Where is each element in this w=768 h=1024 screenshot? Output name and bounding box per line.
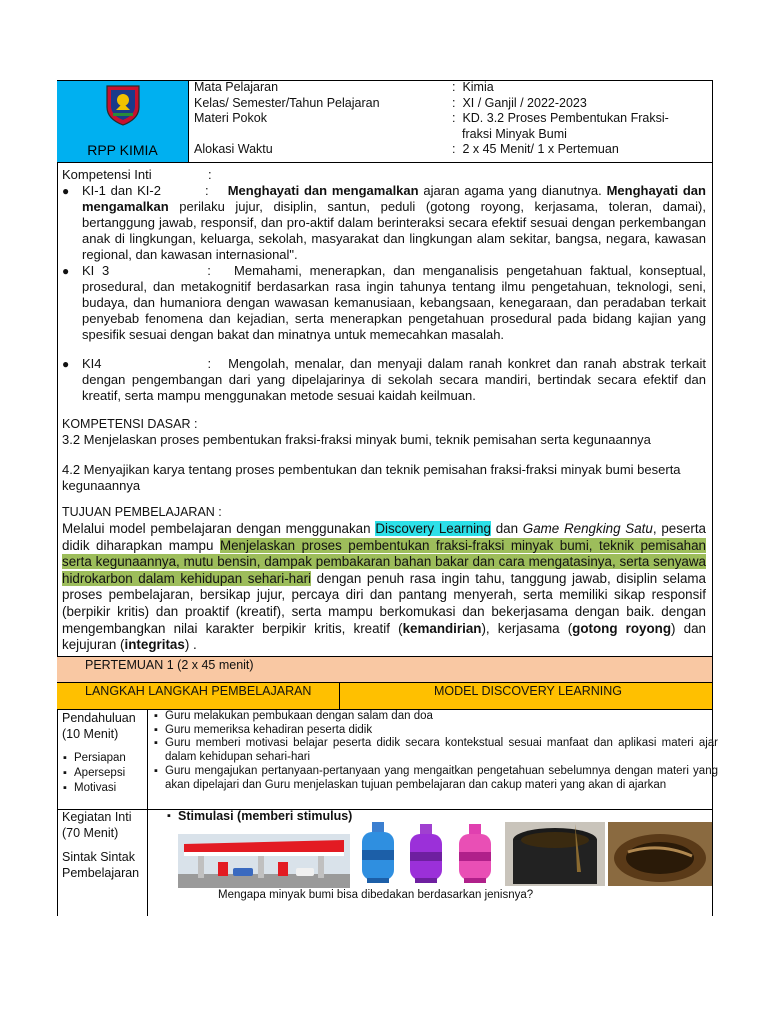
pendahuluan-sub-apersepsi: ▪ Apersepsi	[74, 766, 146, 780]
ki-3: ● KI 3 : Memahami, menerapkan, dan menganalisis pengetahuan faktual, konseptual, prosedural, dan metakognitif berdasarkan rasa ingin tahunya tentang ilmu pengetahuan, teknologi, seni, budaya, dan humaniora dengan wawasan kemanusiaan, kebangsaan, kenegaraan, dan peradaban terkait penyebab fenomena dan kejadian, serta menerapkan pengetahuan prosedural pada bidang kajian yang spesifik sesuai dengan bakat dan minatnya untuk memecahkan masalah.	[62, 263, 706, 342]
rpp-label: RPP KIMIA	[87, 142, 158, 158]
header-value-topic: KD. 3.2 Proses Pembentukan Fraksi-	[462, 111, 669, 125]
pendahuluan-sub-motivasi: ▪ Motivasi	[74, 781, 146, 795]
header-value-subject: Kimia	[462, 80, 494, 94]
rpp-label-cell	[57, 139, 188, 162]
inti-label: Kegiatan Inti (70 Menit) Sintak Sintak Pembelajaran	[62, 810, 140, 880]
gas-station-image	[178, 834, 350, 888]
kd-title: KOMPETENSI DASAR :	[62, 417, 198, 431]
pertemuan-title-row	[57, 656, 712, 682]
province-emblem-icon	[103, 83, 143, 127]
gas-cylinder-purple-image	[405, 822, 447, 884]
list-item: ▪ Guru melakukan pembukaan dengan salam dan doa	[165, 710, 718, 724]
header-value-topic-2: fraksi Minyak Bumi	[462, 126, 567, 141]
model-header: MODEL DISCOVERY LEARNING	[339, 682, 712, 709]
header-label-subject: Mata Pelajaran	[194, 80, 279, 94]
list-item: ▪ Guru memeriksa kehadiran peserta didik	[165, 724, 718, 738]
header-value-class: XI / Ganjil / 2022-2023	[462, 95, 587, 110]
header-label-class: Kelas/ Semester/Tahun Pelajaran	[194, 95, 380, 110]
header-labels	[194, 80, 449, 157]
ki-1-2: ● KI-1 dan KI-2 : Menghayati dan mengamalkan ajaran agama yang dianutnya. Menghayati dan mengamalkan perilaku jujur, disiplin, santun, peduli (gotong royong, kerjasama, toleran, damai), bertanggung jawab, responsif, dan pro-aktif dalam berinteraksi secara efektif sesuai dengan perkembangan anak di lingkungan, keluarga, sekolah, masyarakat dan lingkungan alam sekitar, bangsa, negara, kawasan regional, dan kawasan internasional".	[62, 183, 706, 262]
oil-barrel-image	[505, 822, 605, 886]
ki-4: ● KI4 : Mengolah, menalar, dan menyaji dalam ranah konkret dan ranah abstrak terkait dengan pengembangan dari yang dipelajarinya di sekolah secara mandiri, bertindak secara efektif dan kreatif, serta mampu menggunakan metode sesuai kaidah keilmuan.	[62, 356, 707, 403]
pendahuluan-sub-persiapan: ▪ Persiapan	[74, 751, 146, 765]
tujuan-title: TUJUAN PEMBELAJARAN :	[62, 505, 222, 519]
gas-cylinder-blue-image	[357, 820, 399, 884]
crude-oil-image	[608, 822, 712, 886]
pertemuan-title: PERTEMUAN 1 (2 x 45 menit)	[85, 658, 254, 672]
list-item: ▪ Guru memberi motivasi belajar peserta didik secara kontekstual sesuai manfaat dan aplikasi materi ajar dalam kehidupan sehari-hari	[165, 737, 718, 764]
pendahuluan-label: Pendahuluan (10 Menit) ▪ Persiapan ▪ Apersepsi ▪ Motivasi	[62, 711, 146, 795]
stimulus-heading: ▪ Stimulasi (memberi stimulus)	[166, 809, 352, 825]
header-label-topic: Materi Pokok	[194, 111, 267, 125]
ki-title: Kompetensi Inti :	[62, 167, 212, 182]
pendahuluan-list	[153, 710, 718, 792]
langkah-header: LANGKAH LANGKAH PEMBELAJARAN	[57, 682, 339, 709]
kd-item-4-2: 4.2 Menyajikan karya tentang proses pembentukan dan teknik pemisahan fraksi-fraksi minyak bumi beserta kegunaannya	[62, 462, 681, 493]
stimulus-question: Mengapa minyak bumi bisa dibedakan berdasarkan jenisnya?	[218, 889, 534, 901]
tujuan-text: Melalui model pembelajaran dengan menggunakan Discovery Learning dan Game Rengking Satu, peserta didik diharapkan mampu Menjelaskan proses pembentukan fraksi-fraksi minyak bumi, teknik pemisahan serta kegunaannya, mutu bensin, dampak pembakaran bahan bakar dan cara mengatasinya, serta senyawa hidrokarbon dalam kehidupan sehari-hari dengan penuh rasa ingin tahu, tanggung jawab, disiplin selama proses pembelajaran, bersikap jujur, percaya diri dan pantang menyerah, serta memiliki sikap responsif (berpikir kritis) dan proaktif (kreatif), serta mampu berkomukasi dan bekerjasama dengan baik. dengan mengembangkan nilai karakter berpikir kritis, kreatif (kemandirian), kerjasama (gotong royong) dan kejujuran (integritas) .	[62, 521, 706, 653]
header-value-time: 2 x 45 Menit/ 1 x Pertemuan	[462, 142, 619, 156]
header-values: : Kimia : XI / Ganjil / 2022-2023 : KD. 3.2 Proses Pembentukan Fraksi- fraksi Minyak Bumi : 2 x 45 Menit/ 1 x Pertemuan	[452, 80, 710, 158]
kd-item-3-2: 3.2 Menjelaskan proses pembentukan fraksi-fraksi minyak bumi, teknik pemisahan serta kegunaannya	[62, 432, 651, 447]
gas-cylinder-pink-image	[455, 822, 495, 884]
list-item: ▪ Guru mengajukan pertanyaan-pertanyaan yang mengaitkan pengetahuan sebelumnya dengan materi yang akan dipelajari dan Guru menjelaskan tujuan pembelajaran dan cakup materi yang akan di ajarkan	[165, 765, 718, 792]
header-label-time: Alokasi Waktu	[194, 141, 273, 156]
